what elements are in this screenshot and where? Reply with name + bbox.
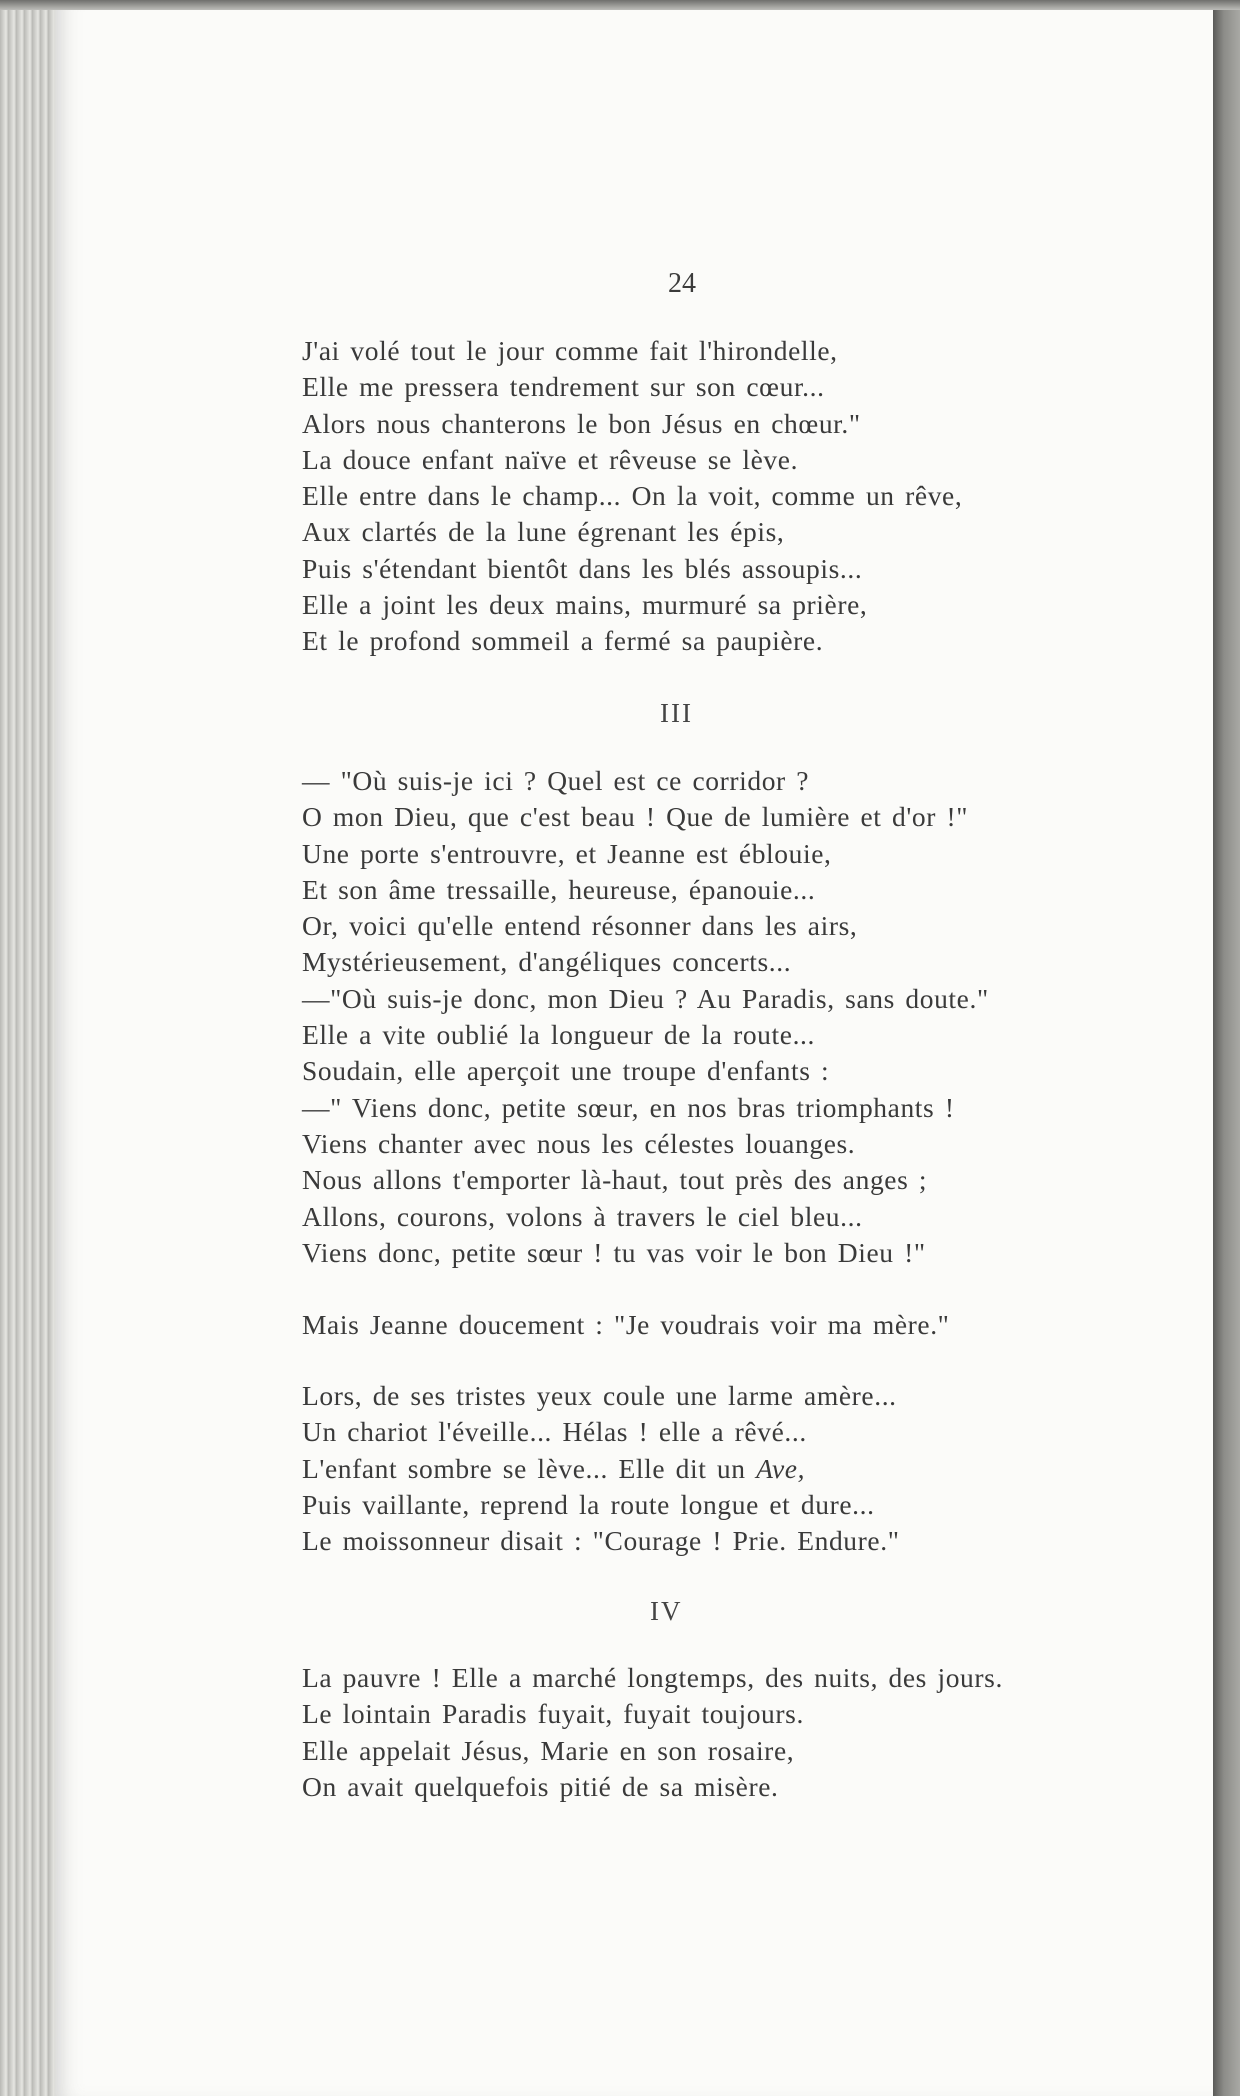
verse-line: —"Où suis-je donc, mon Dieu ? Au Paradis, sans doute." [302, 982, 989, 1014]
verse-line [302, 1451, 1102, 1487]
verse-line: Puis vaillante, reprend la route longue et dure... [302, 1488, 875, 1520]
verse-line: Elle me pressera tendrement sur son cœur... [302, 371, 825, 403]
verse-line: —" Viens donc, petite sœur, en nos bras triomphants ! [302, 1091, 955, 1123]
verse-line: Le lointain Paradis fuyait, fuyait toujours. [302, 1698, 804, 1730]
section-heading-iv: IV [650, 1596, 683, 1626]
verse-line: O mon Dieu, que c'est beau ! Que de lumière et d'or !" [302, 801, 969, 833]
verse-line: Nous allons t'emporter là-haut, tout près des anges ; [302, 1164, 928, 1196]
page-edge [1213, 0, 1240, 2096]
verse-line: J'ai volé tout le jour comme fait l'hirondelle, [302, 335, 838, 366]
stanza-2 [302, 763, 1102, 1271]
section-heading-iii: III [660, 698, 693, 728]
verse-line: Elle a joint les deux mains, murmuré sa prière, [302, 589, 868, 621]
verse-line-text: L'enfant sombre se lève... Elle dit un [302, 1452, 746, 1484]
ave-word: Ave, [756, 1452, 806, 1484]
verse-line: Soudain, elle aperçoit une troupe d'enfants : [302, 1055, 830, 1087]
stanza-3 [302, 1378, 1102, 1559]
verse-line: Une porte s'entrouvre, et Jeanne est éblouie, [302, 837, 832, 869]
verse-line: Lors, de ses tristes yeux coule une larme amère... [302, 1380, 897, 1411]
verse-line: La douce enfant naïve et rêveuse se lève. [302, 443, 799, 475]
verse-line: Elle a vite oublié la longueur de la route... [302, 1019, 815, 1051]
verse-line: Le moissonneur disait : "Courage ! Prie. Endure." [302, 1525, 900, 1557]
stanza-1 [302, 333, 1102, 660]
verse-line: La pauvre ! Elle a marché longtemps, des nuits, des jours. [302, 1662, 1003, 1693]
stanza-4 [302, 1660, 1102, 1805]
verse-line: Mystérieusement, d'angéliques concerts... [302, 946, 792, 978]
verse-line: Or, voici qu'elle entend résonner dans les airs, [302, 910, 858, 942]
verse-line: Aux clartés de la lune égrenant les épis, [302, 516, 785, 548]
verse-line: Elle entre dans le champ... On la voit, comme un rêve, [302, 480, 963, 512]
verse-line: Viens donc, petite sœur ! tu vas voir le bon Dieu !" [302, 1236, 926, 1268]
verse-line: Et le profond sommeil a fermé sa paupière. [302, 625, 824, 657]
verse-line: Et son âme tressaille, heureuse, épanouie... [302, 873, 816, 905]
verse-line: Allons, courons, volons à travers le ciel bleu... [302, 1200, 863, 1232]
verse-line: — "Où suis-je ici ? Quel est ce corridor ? [302, 765, 810, 796]
page-number: 24 [668, 268, 696, 299]
verse-line: Alors nous chanterons le bon Jésus en chœur." [302, 407, 861, 439]
verse-line: On avait quelquefois pitié de sa misère. [302, 1770, 779, 1802]
verse-line: Un chariot l'éveille... Hélas ! elle a rêvé... [302, 1416, 807, 1448]
verse-line: Puis s'étendant bientôt dans les blés assoupis... [302, 552, 863, 584]
verse-line: Elle appelait Jésus, Marie en son rosaire, [302, 1734, 795, 1766]
verse-line: Viens chanter avec nous les célestes louanges. [302, 1127, 856, 1159]
page-top-edge [0, 0, 1240, 10]
verse-line-single: Mais Jeanne doucement : "Je voudrais voir ma mère." [302, 1309, 950, 1340]
